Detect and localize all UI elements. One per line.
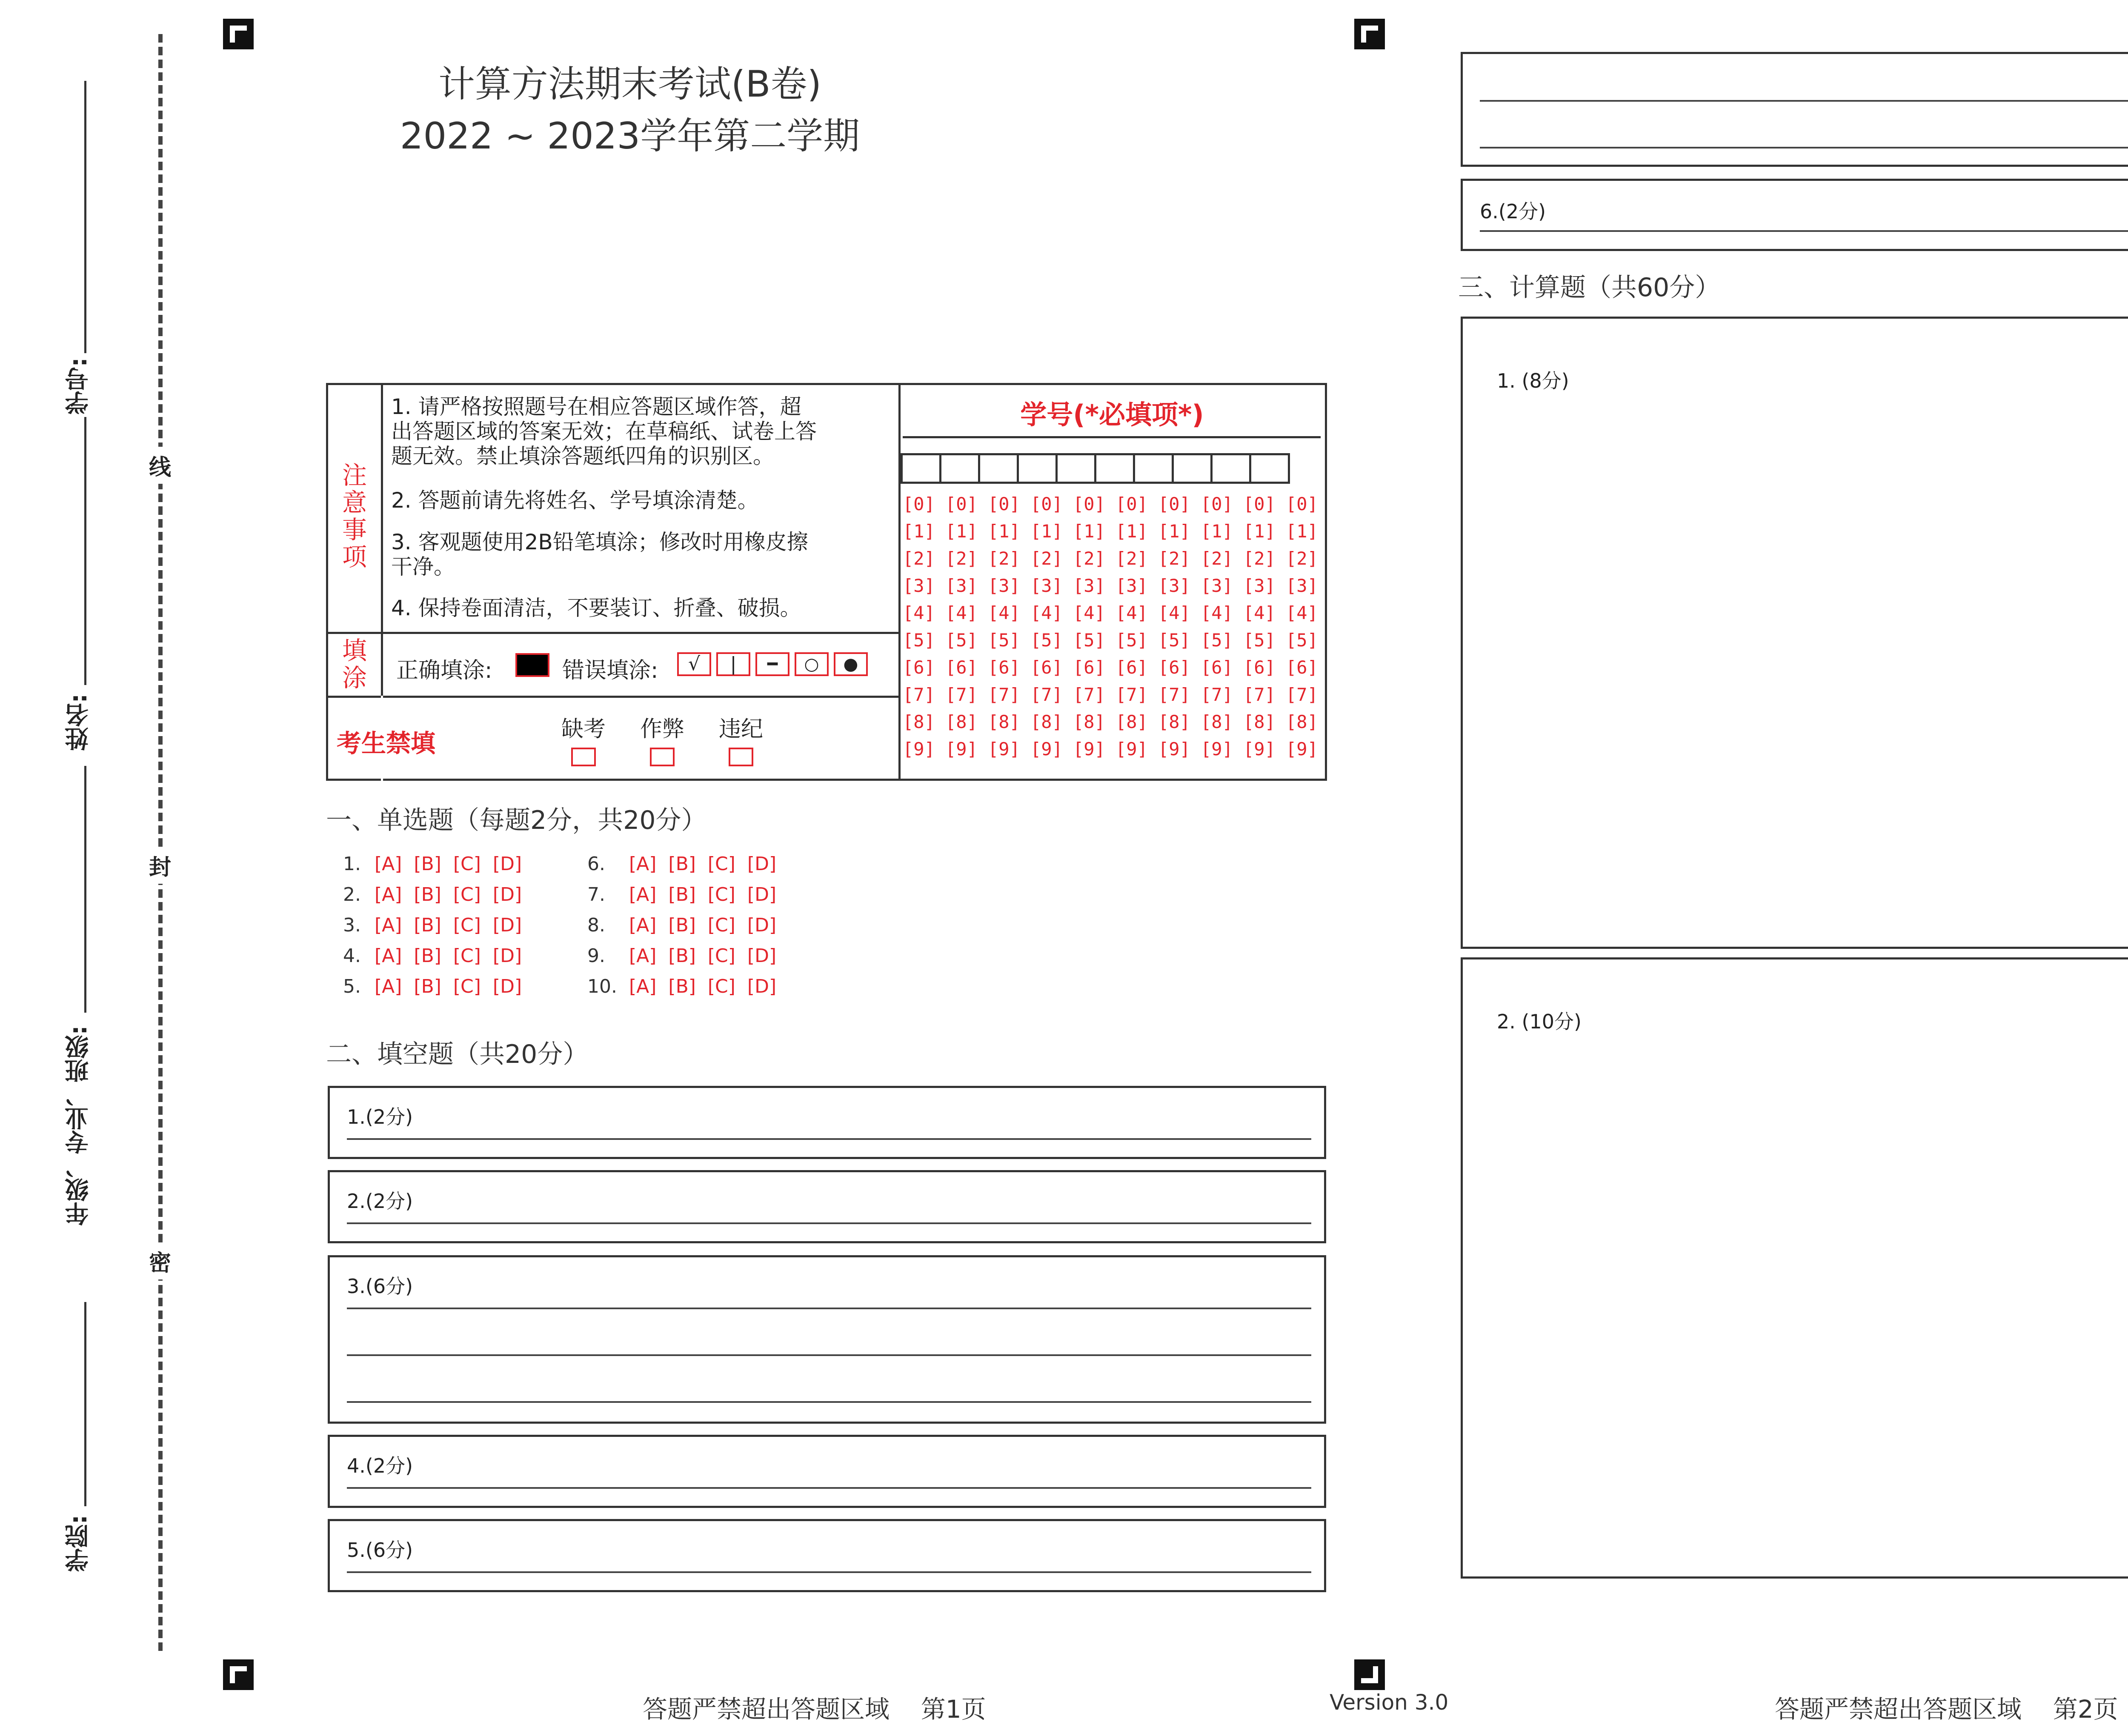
student-id-digit-row: [903, 681, 1328, 708]
exam-title: 计算方法期末考试(B卷): [438, 63, 822, 106]
fill-item-4[interactable]: [328, 1435, 1326, 1508]
fill-item-5-line-2: [1480, 100, 2128, 102]
student-id-digit-bubble[interactable]: [5]: [1073, 630, 1105, 651]
student-id-digit-bubble[interactable]: [4]: [1286, 602, 1318, 623]
student-id-digit-bubble[interactable]: [6]: [903, 657, 935, 678]
notice-item-4: 4. 保持卷面清洁，不要装订、折叠、破损。: [391, 596, 801, 620]
student-id-digit-bubble[interactable]: [3]: [1115, 575, 1148, 596]
student-id-digit-bubble[interactable]: [2]: [1115, 548, 1148, 569]
student-id-digit-row: [903, 545, 1328, 572]
fill-item-5-line: [347, 1571, 1311, 1573]
id-write-line[interactable]: [84, 81, 86, 353]
student-id-digit-bubble[interactable]: [6]: [1158, 657, 1190, 678]
student-id-digit-bubble[interactable]: [9]: [1073, 739, 1105, 760]
mcq-question-number: 10.: [587, 976, 617, 997]
student-id-digit-bubble[interactable]: [1]: [1115, 521, 1148, 542]
fill-item-5-line-3: [1480, 147, 2128, 148]
student-id-digit-bubble[interactable]: [4]: [1073, 602, 1105, 623]
student-id-digit-bubble[interactable]: [4]: [1243, 602, 1276, 623]
student-id-digit-bubble[interactable]: [0]: [1158, 494, 1190, 514]
student-id-cell[interactable]: [1210, 453, 1251, 484]
student-id-digit-bubble[interactable]: [2]: [945, 548, 978, 569]
student-id-digit-bubble[interactable]: [1]: [1286, 521, 1318, 542]
student-id-digit-bubble[interactable]: [3]: [1286, 575, 1318, 596]
mcq-question-number: 6.: [587, 853, 605, 875]
student-id-digit-bubble[interactable]: [4]: [903, 602, 935, 623]
student-id-digit-bubble[interactable]: [6]: [988, 657, 1020, 678]
seal-char-feng: 封: [149, 847, 171, 884]
student-id-digit-bubble[interactable]: [6]: [1030, 657, 1063, 678]
student-id-underline: [903, 436, 1321, 438]
student-id-digit-row: [903, 518, 1328, 545]
exam-term: 2022 ~ 2023学年第二学期: [400, 115, 860, 157]
student-id-digit-bubble[interactable]: [4]: [1030, 602, 1063, 623]
student-id-digit-bubble[interactable]: [6]: [1073, 657, 1105, 678]
student-id-digit-bubble[interactable]: [6]: [945, 657, 978, 678]
student-id-digit-bubble[interactable]: [2]: [1030, 548, 1063, 569]
student-id-digit-row: [903, 491, 1328, 518]
student-id-digit-bubble[interactable]: [9]: [1201, 739, 1233, 760]
student-id-digit-bubble[interactable]: [5]: [945, 630, 978, 651]
mcq-options[interactable]: [A] [B] [C] [D]: [375, 945, 522, 967]
calc-item-2-label: 2. (10分): [1497, 1010, 1582, 1033]
forbidden-absent-box: [571, 748, 596, 766]
student-id-digit-bubble[interactable]: [7]: [1030, 684, 1063, 705]
mcq-options[interactable]: [A] [B] [C] [D]: [629, 945, 777, 967]
student-id-digit-bubble[interactable]: [7]: [1201, 684, 1233, 705]
mcq-options[interactable]: [A] [B] [C] [D]: [629, 976, 777, 997]
wrong-mark-bar: |: [716, 652, 750, 676]
notice-item-2: 2. 答题前请先将姓名、学号填涂清楚。: [391, 488, 759, 513]
student-id-digit-bubble[interactable]: [2]: [1073, 548, 1105, 569]
student-id-digit-bubble[interactable]: [8]: [1115, 711, 1148, 732]
footer-page-1: 答题严禁超出答题区域 第1页: [643, 1695, 986, 1724]
notice-label: 注意事项: [342, 461, 367, 571]
wrong-mark-circle: ○: [795, 652, 829, 676]
fill-item-6-label: 6.(2分): [1480, 200, 1546, 223]
forbidden-violation: [715, 711, 767, 768]
student-id-cell[interactable]: [1094, 453, 1135, 484]
calc-title: 三、计算题（共60分）: [1458, 273, 1721, 303]
mcq-options[interactable]: [A] [B] [C] [D]: [375, 853, 522, 875]
student-id-digit-bubble[interactable]: [6]: [1201, 657, 1233, 678]
mcq-question-number: 9.: [587, 945, 605, 967]
student-id-digit-bubble[interactable]: [1]: [1030, 521, 1063, 542]
student-id-digit-bubble[interactable]: [2]: [1201, 548, 1233, 569]
student-id-digit-bubble[interactable]: [1]: [945, 521, 978, 542]
notice-box: [326, 383, 1327, 781]
student-id-digit-bubble[interactable]: [9]: [1158, 739, 1190, 760]
student-id-cell[interactable]: [901, 453, 941, 484]
student-id-digit-row: [903, 627, 1328, 654]
student-id-digit-row: [903, 600, 1328, 627]
wrong-fill-samples: [677, 652, 868, 676]
student-id-digit-row: [903, 736, 1328, 763]
student-id-digit-bubble[interactable]: [9]: [1286, 739, 1318, 760]
binding-dashed-line: [158, 34, 163, 1651]
wrong-mark-check: √: [677, 652, 711, 676]
student-id-digit-bubble[interactable]: [2]: [903, 548, 935, 569]
student-id-digit-bubble[interactable]: [5]: [903, 630, 935, 651]
notice-item-3: 3. 客观题使用2B铅笔填涂；修改时用橡皮擦干净。: [391, 530, 808, 579]
student-id-digit-bubble[interactable]: [0]: [1243, 494, 1276, 514]
student-id-digit-bubble[interactable]: [8]: [1286, 711, 1318, 732]
corner-marker-bottom-mid: [1354, 1659, 1385, 1690]
student-id-digit-bubble[interactable]: [4]: [945, 602, 978, 623]
student-id-digit-bubble[interactable]: [4]: [1115, 602, 1148, 623]
student-id-digit-row: [903, 654, 1328, 681]
fill-item-1-label: 1.(2分): [347, 1105, 413, 1128]
student-id-cell[interactable]: [1055, 453, 1096, 484]
wrong-fill-label: 错误填涂:: [562, 658, 658, 683]
forbidden-cheat-label: 作弊: [640, 717, 684, 742]
fill-item-6[interactable]: [1461, 179, 2128, 251]
student-id-digit-bubble[interactable]: [5]: [1030, 630, 1063, 651]
student-id-digit-bubble[interactable]: [5]: [1243, 630, 1276, 651]
student-id-digit-bubble[interactable]: [1]: [1201, 521, 1233, 542]
student-id-digit-bubble[interactable]: [7]: [988, 684, 1020, 705]
wrong-mark-dot: ●: [834, 652, 868, 676]
calc-item-1[interactable]: [1461, 317, 2128, 949]
mcq-options[interactable]: [A] [B] [C] [D]: [375, 976, 522, 997]
student-id-digit-row: [903, 708, 1328, 736]
student-id-digit-bubble[interactable]: [6]: [1115, 657, 1148, 678]
student-id-digit-bubble[interactable]: [1]: [1243, 521, 1276, 542]
fill-item-6-line: [1480, 230, 2128, 232]
correct-fill-label: 正确填涂:: [396, 658, 492, 683]
mcq-options[interactable]: [A] [B] [C] [D]: [629, 853, 777, 875]
student-id-digit-bubble[interactable]: [0]: [1286, 494, 1318, 514]
student-id-digit-bubble[interactable]: [2]: [1286, 548, 1318, 569]
id-label: 学号:: [65, 357, 92, 415]
footer-page-2: 答题严禁超出答题区域 第2页: [1775, 1695, 2118, 1724]
forbidden-violation-box: [729, 748, 753, 766]
wrong-mark-dash: ━: [755, 652, 789, 676]
fill-item-3-line-2: [347, 1354, 1311, 1356]
student-id-digit-bubble[interactable]: [0]: [1201, 494, 1233, 514]
student-id-digit-bubble[interactable]: [7]: [1115, 684, 1148, 705]
student-id-digit-row: [903, 572, 1328, 600]
student-id-digit-bubble[interactable]: [3]: [945, 575, 978, 596]
student-id-digit-bubble[interactable]: [9]: [945, 739, 978, 760]
student-id-digit-bubble[interactable]: [7]: [945, 684, 978, 705]
student-id-cell[interactable]: [1249, 453, 1290, 484]
fill-item-5-continued[interactable]: [1461, 52, 2128, 167]
mcq-options[interactable]: [A] [B] [C] [D]: [629, 914, 777, 936]
forbidden-cheat-box: [650, 748, 675, 766]
student-id-digit-grid[interactable]: [903, 491, 1328, 763]
seal-char-xian: 线: [149, 447, 171, 484]
fill-item-3-line-1: [347, 1308, 1311, 1309]
name-write-line[interactable]: [84, 417, 86, 685]
student-id-cell[interactable]: [1017, 453, 1058, 484]
student-id-digit-bubble[interactable]: [3]: [988, 575, 1020, 596]
student-id-digit-bubble[interactable]: [0]: [1030, 494, 1063, 514]
fill-item-2[interactable]: [328, 1170, 1326, 1243]
student-id-digit-bubble[interactable]: [7]: [1073, 684, 1105, 705]
student-id-title: 学号(*必填项*): [1020, 399, 1204, 430]
student-id-digit-bubble[interactable]: [5]: [1158, 630, 1190, 651]
fill-item-3-line-3: [347, 1401, 1311, 1403]
student-id-digit-bubble[interactable]: [3]: [1158, 575, 1190, 596]
student-id-digit-bubble[interactable]: [8]: [1158, 711, 1190, 732]
fill-item-1[interactable]: [328, 1086, 1326, 1159]
mcq-question-number: 8.: [587, 914, 605, 936]
notice-item-1: 1. 请严格按照题号在相应答题区域作答，超出答题区域的答案无效；在草稿纸、试卷上答题无效。禁止填涂答题纸四角的识别区。: [391, 394, 817, 468]
fill-item-4-line: [347, 1487, 1311, 1489]
fill-label: 填涂: [342, 636, 367, 692]
student-id-digit-bubble[interactable]: [5]: [1115, 630, 1148, 651]
student-id-digit-bubble[interactable]: [8]: [1030, 711, 1063, 732]
student-id-digit-bubble[interactable]: [6]: [1286, 657, 1318, 678]
forbidden-violation-label: 违纪: [718, 717, 763, 742]
student-id-digit-bubble[interactable]: [4]: [1158, 602, 1190, 623]
mcq-question-number: 3.: [343, 914, 361, 936]
student-id-digit-bubble[interactable]: [0]: [903, 494, 935, 514]
student-id-cell[interactable]: [978, 453, 1019, 484]
student-id-digit-bubble[interactable]: [9]: [988, 739, 1020, 760]
student-id-digit-bubble[interactable]: [7]: [1158, 684, 1190, 705]
student-id-digit-bubble[interactable]: [3]: [1030, 575, 1063, 596]
fill-item-2-line: [347, 1222, 1311, 1224]
fill-item-2-label: 2.(2分): [347, 1190, 413, 1213]
mcq-title: 一、单选题（每题2分，共20分）: [326, 805, 707, 835]
student-id-digit-bubble[interactable]: [7]: [1286, 684, 1318, 705]
mcq-options[interactable]: [A] [B] [C] [D]: [375, 884, 522, 905]
fill-blank-title: 二、填空题（共20分）: [326, 1039, 589, 1069]
student-id-digit-bubble[interactable]: [0]: [945, 494, 978, 514]
corner-marker-bottom-left: [223, 1659, 254, 1690]
student-id-digit-bubble[interactable]: [5]: [1286, 630, 1318, 651]
student-id-cell[interactable]: [939, 453, 980, 484]
student-id-digit-bubble[interactable]: [3]: [1243, 575, 1276, 596]
mcq-question-number: 5.: [343, 976, 361, 997]
student-id-digit-bubble[interactable]: [7]: [1243, 684, 1276, 705]
student-id-cell[interactable]: [1133, 453, 1174, 484]
calc-item-1-label: 1. (8分): [1497, 369, 1569, 392]
student-id-digit-bubble[interactable]: [1]: [903, 521, 935, 542]
fill-item-1-line: [347, 1138, 1311, 1140]
fill-item-4-label: 4.(2分): [347, 1454, 413, 1477]
class-write-line[interactable]: [84, 766, 86, 1013]
correct-fill-sample: [515, 653, 549, 677]
student-id-digit-bubble[interactable]: [2]: [1158, 548, 1190, 569]
forbidden-absent: [558, 711, 609, 768]
student-id-digit-bubble[interactable]: [5]: [1201, 630, 1233, 651]
student-id-digit-bubble[interactable]: [2]: [988, 548, 1020, 569]
student-id-digit-bubble[interactable]: [3]: [1201, 575, 1233, 596]
mcq-question-number: 4.: [343, 945, 361, 967]
student-id-digit-bubble[interactable]: [8]: [903, 711, 935, 732]
student-id-digit-bubble[interactable]: [0]: [1115, 494, 1148, 514]
fill-item-5-label: 5.(6分): [347, 1539, 413, 1562]
student-id-digit-bubble[interactable]: [8]: [1243, 711, 1276, 732]
mcq-question-number: 1.: [343, 853, 361, 875]
student-id-digit-bubble[interactable]: [9]: [903, 739, 935, 760]
student-id-digit-bubble[interactable]: [6]: [1243, 657, 1276, 678]
student-id-digit-bubble[interactable]: [8]: [945, 711, 978, 732]
student-id-digit-bubble[interactable]: [5]: [988, 630, 1020, 651]
student-id-cells[interactable]: [903, 453, 1290, 484]
name-label: 姓名:: [65, 694, 92, 751]
student-id-digit-bubble[interactable]: [8]: [1073, 711, 1105, 732]
corner-marker-top-left: [223, 19, 254, 49]
student-id-digit-bubble[interactable]: [9]: [1030, 739, 1063, 760]
college-label: 学院:: [65, 1515, 92, 1572]
student-id-digit-bubble[interactable]: [3]: [1073, 575, 1105, 596]
student-id-digit-bubble[interactable]: [1]: [988, 521, 1020, 542]
student-id-digit-bubble[interactable]: [8]: [988, 711, 1020, 732]
student-id-digit-bubble[interactable]: [0]: [988, 494, 1020, 514]
fill-item-5[interactable]: [328, 1519, 1326, 1592]
mcq-question-number: 2.: [343, 884, 361, 905]
calc-item-2[interactable]: [1461, 957, 2128, 1579]
forbidden-cheat: [637, 711, 688, 768]
student-id-digit-bubble[interactable]: [0]: [1073, 494, 1105, 514]
student-id-digit-bubble[interactable]: [4]: [1201, 602, 1233, 623]
student-id-digit-bubble[interactable]: [3]: [903, 575, 935, 596]
mcq-options[interactable]: [A] [B] [C] [D]: [629, 884, 777, 905]
student-id-digit-bubble[interactable]: [4]: [988, 602, 1020, 623]
student-id-digit-bubble[interactable]: [9]: [1243, 739, 1276, 760]
student-id-digit-bubble[interactable]: [1]: [1073, 521, 1105, 542]
seal-char-mi: 密: [149, 1242, 171, 1279]
student-id-digit-bubble[interactable]: [2]: [1243, 548, 1276, 569]
student-id-digit-bubble[interactable]: [7]: [903, 684, 935, 705]
mcq-options[interactable]: [A] [B] [C] [D]: [375, 914, 522, 936]
student-id-digit-bubble[interactable]: [9]: [1115, 739, 1148, 760]
student-id-digit-bubble[interactable]: [8]: [1201, 711, 1233, 732]
student-id-cell[interactable]: [1172, 453, 1213, 484]
footer-version: Version 3.0: [1330, 1690, 1449, 1715]
college-write-line[interactable]: [84, 1302, 86, 1506]
class-label: 年级、专业、班级:: [65, 1025, 92, 1226]
fill-item-3-label: 3.(6分): [347, 1275, 413, 1298]
fill-item-3[interactable]: [328, 1255, 1326, 1424]
mcq-question-number: 7.: [587, 884, 605, 905]
forbidden-label: 考生禁填: [337, 729, 436, 758]
corner-marker-top-mid: [1354, 19, 1385, 49]
forbidden-absent-label: 缺考: [561, 717, 606, 742]
student-id-digit-bubble[interactable]: [1]: [1158, 521, 1190, 542]
